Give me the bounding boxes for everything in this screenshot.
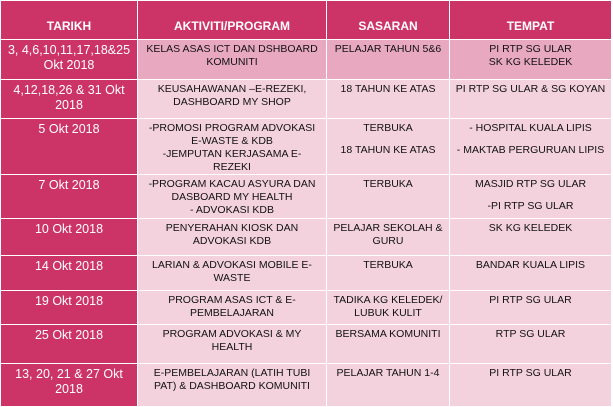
header-aktiviti: AKTIVITI/PROGRAM xyxy=(138,1,327,40)
cell-aktiviti xyxy=(138,219,327,256)
cell-sasaran xyxy=(327,80,450,119)
cell-tempat xyxy=(450,325,612,364)
venue-line: MASJID RTP SG ULAR xyxy=(474,178,587,190)
activity-line: PENYERAHAN KIOSK DAN xyxy=(165,222,299,234)
cell-tarikh xyxy=(1,256,138,291)
cell-tempat xyxy=(450,80,612,119)
cell-aktiviti xyxy=(138,80,327,119)
venue-line: PI RTP SG ULAR xyxy=(489,294,572,306)
target-line: BERSAMA KOMUNITI xyxy=(335,328,441,340)
cell-sasaran xyxy=(327,291,450,325)
venue-line: PI RTP SG ULAR xyxy=(489,43,572,55)
header-sasaran: SASARAN xyxy=(327,1,450,40)
venue-line: - HOSPITAL KUALA LIPIS xyxy=(469,122,592,134)
activity-line: -PROGRAM KACAU ASYURA DAN xyxy=(148,178,316,190)
cell-tempat xyxy=(450,291,612,325)
activity-line: WASTE xyxy=(213,272,251,284)
cell-tarikh xyxy=(1,219,138,256)
cell-tempat xyxy=(450,119,612,175)
table-row xyxy=(1,256,612,291)
header-tarikh: TARIKH xyxy=(1,1,138,40)
venue-line: RTP SG ULAR xyxy=(495,328,566,340)
cell-aktiviti xyxy=(138,40,327,80)
target-line: 18 TAHUN KE ATAS xyxy=(340,144,436,156)
venue-line: - MAKTAB PERGURUAN LIPIS xyxy=(456,144,605,156)
date-line: 5 Okt 2018 xyxy=(38,122,100,136)
target-line: TERBUKA xyxy=(363,259,413,271)
cell-tempat xyxy=(450,256,612,291)
cell-aktiviti xyxy=(138,364,327,407)
activity-line: - ADVOKASI KDB xyxy=(189,204,275,216)
cell-aktiviti xyxy=(138,175,327,219)
activity-line: E-WASTE & KDB xyxy=(191,135,273,147)
activity-line: PROGRAM ASAS ICT & E- xyxy=(168,294,296,306)
cell-tarikh xyxy=(1,364,138,407)
activity-line: ADVOKASI KDB xyxy=(192,235,272,247)
cell-aktiviti xyxy=(138,325,327,364)
cell-tarikh xyxy=(1,175,138,219)
cell-sasaran xyxy=(327,119,450,175)
cell-sasaran xyxy=(327,364,450,407)
date-line: Okt 2018 xyxy=(43,58,95,72)
cell-tempat xyxy=(450,40,612,80)
target-line: PELAJAR SEKOLAH & xyxy=(333,222,443,234)
table-row xyxy=(1,219,612,256)
target-line: PELAJAR TAHUN 1-4 xyxy=(336,367,440,379)
venue-line: BANDAR KUALA LIPIS xyxy=(475,259,586,271)
target-line: GURU xyxy=(372,235,404,247)
activity-line: REZEKI xyxy=(213,161,251,173)
target-line: LUBUK KULIT xyxy=(354,307,422,319)
target-line: TERBUKA xyxy=(363,122,413,134)
activity-line: E-PEMBELAJARAN (LATIH TUBI xyxy=(153,367,311,379)
activity-line: -PROMOSI PROGRAM ADVOKASI xyxy=(148,122,316,134)
cell-tarikh xyxy=(1,80,138,119)
activity-line: DASHBOARD MY SHOP xyxy=(173,96,291,108)
target-line: PELAJAR TAHUN 5&6 xyxy=(334,43,442,55)
activity-line: PAT) & DASHBOARD KOMUNITI xyxy=(154,380,310,392)
venue-line: PI RTP SG ULAR xyxy=(489,367,572,379)
cell-tarikh xyxy=(1,119,138,175)
activity-line: KOMUNITI xyxy=(206,56,258,68)
date-line: 7 Okt 2018 xyxy=(38,178,100,192)
venue-line: PI RTP SG ULAR & SG KOYAN xyxy=(455,83,606,95)
table-row xyxy=(1,175,612,219)
activity-line: DASBOARD MY HEALTH xyxy=(171,191,293,203)
activity-line: HEALTH xyxy=(211,341,253,353)
cell-sasaran xyxy=(327,40,450,80)
date-line: 2018 xyxy=(55,382,83,396)
cell-aktiviti xyxy=(138,291,327,325)
target-line: 18 TAHUN KE ATAS xyxy=(340,83,436,95)
header-row xyxy=(1,1,612,40)
cell-sasaran xyxy=(327,325,450,364)
cell-tempat xyxy=(450,175,612,219)
activity-line: -JEMPUTAN KERJASAMA E- xyxy=(162,148,302,160)
cell-aktiviti xyxy=(138,119,327,175)
date-line: 3, 4,6,10,11,17,18&25 xyxy=(7,43,131,57)
table-row xyxy=(1,325,612,364)
cell-tarikh xyxy=(1,291,138,325)
venue-line: SK KG KELEDEK xyxy=(488,222,573,234)
header-tempat: TEMPAT xyxy=(450,1,612,40)
table-row xyxy=(1,291,612,325)
date-line: 14 Okt 2018 xyxy=(34,259,104,273)
table-row xyxy=(1,364,612,407)
activity-line: PEMBELAJARAN xyxy=(189,307,275,319)
cell-tempat xyxy=(450,219,612,256)
date-line: 13, 20, 21 & 27 Okt xyxy=(15,367,123,381)
table-row xyxy=(1,80,612,119)
date-line: 10 Okt 2018 xyxy=(34,222,104,236)
target-line: TERBUKA xyxy=(363,178,413,190)
cell-tarikh xyxy=(1,40,138,80)
cell-tarikh xyxy=(1,325,138,364)
cell-sasaran xyxy=(327,256,450,291)
table-row xyxy=(1,40,612,80)
date-line: 2018 xyxy=(55,98,83,112)
venue-line: SK KG KELEDEK xyxy=(488,56,573,68)
cell-sasaran xyxy=(327,175,450,219)
activity-line: PROGRAM ADVOKASI & MY xyxy=(162,328,302,340)
date-line: 4,12,18,26 & 31 Okt xyxy=(13,83,125,97)
venue-line: -PI RTP SG ULAR xyxy=(487,200,574,212)
date-line: 19 Okt 2018 xyxy=(34,294,104,308)
date-line: 25 Okt 2018 xyxy=(34,328,104,342)
cell-sasaran xyxy=(327,219,450,256)
cell-aktiviti xyxy=(138,256,327,291)
activity-line: KELAS ASAS ICT DAN DSHBOARD xyxy=(146,43,318,55)
target-line: TADIKA KG KELEDEK/ xyxy=(333,294,443,306)
activity-line: KEUSAHAWANAN –E-REZEKI, xyxy=(157,83,307,95)
table-row xyxy=(1,119,612,175)
cell-tempat xyxy=(450,364,612,407)
activity-line: LARIAN & ADVOKASI MOBILE E- xyxy=(152,259,312,271)
